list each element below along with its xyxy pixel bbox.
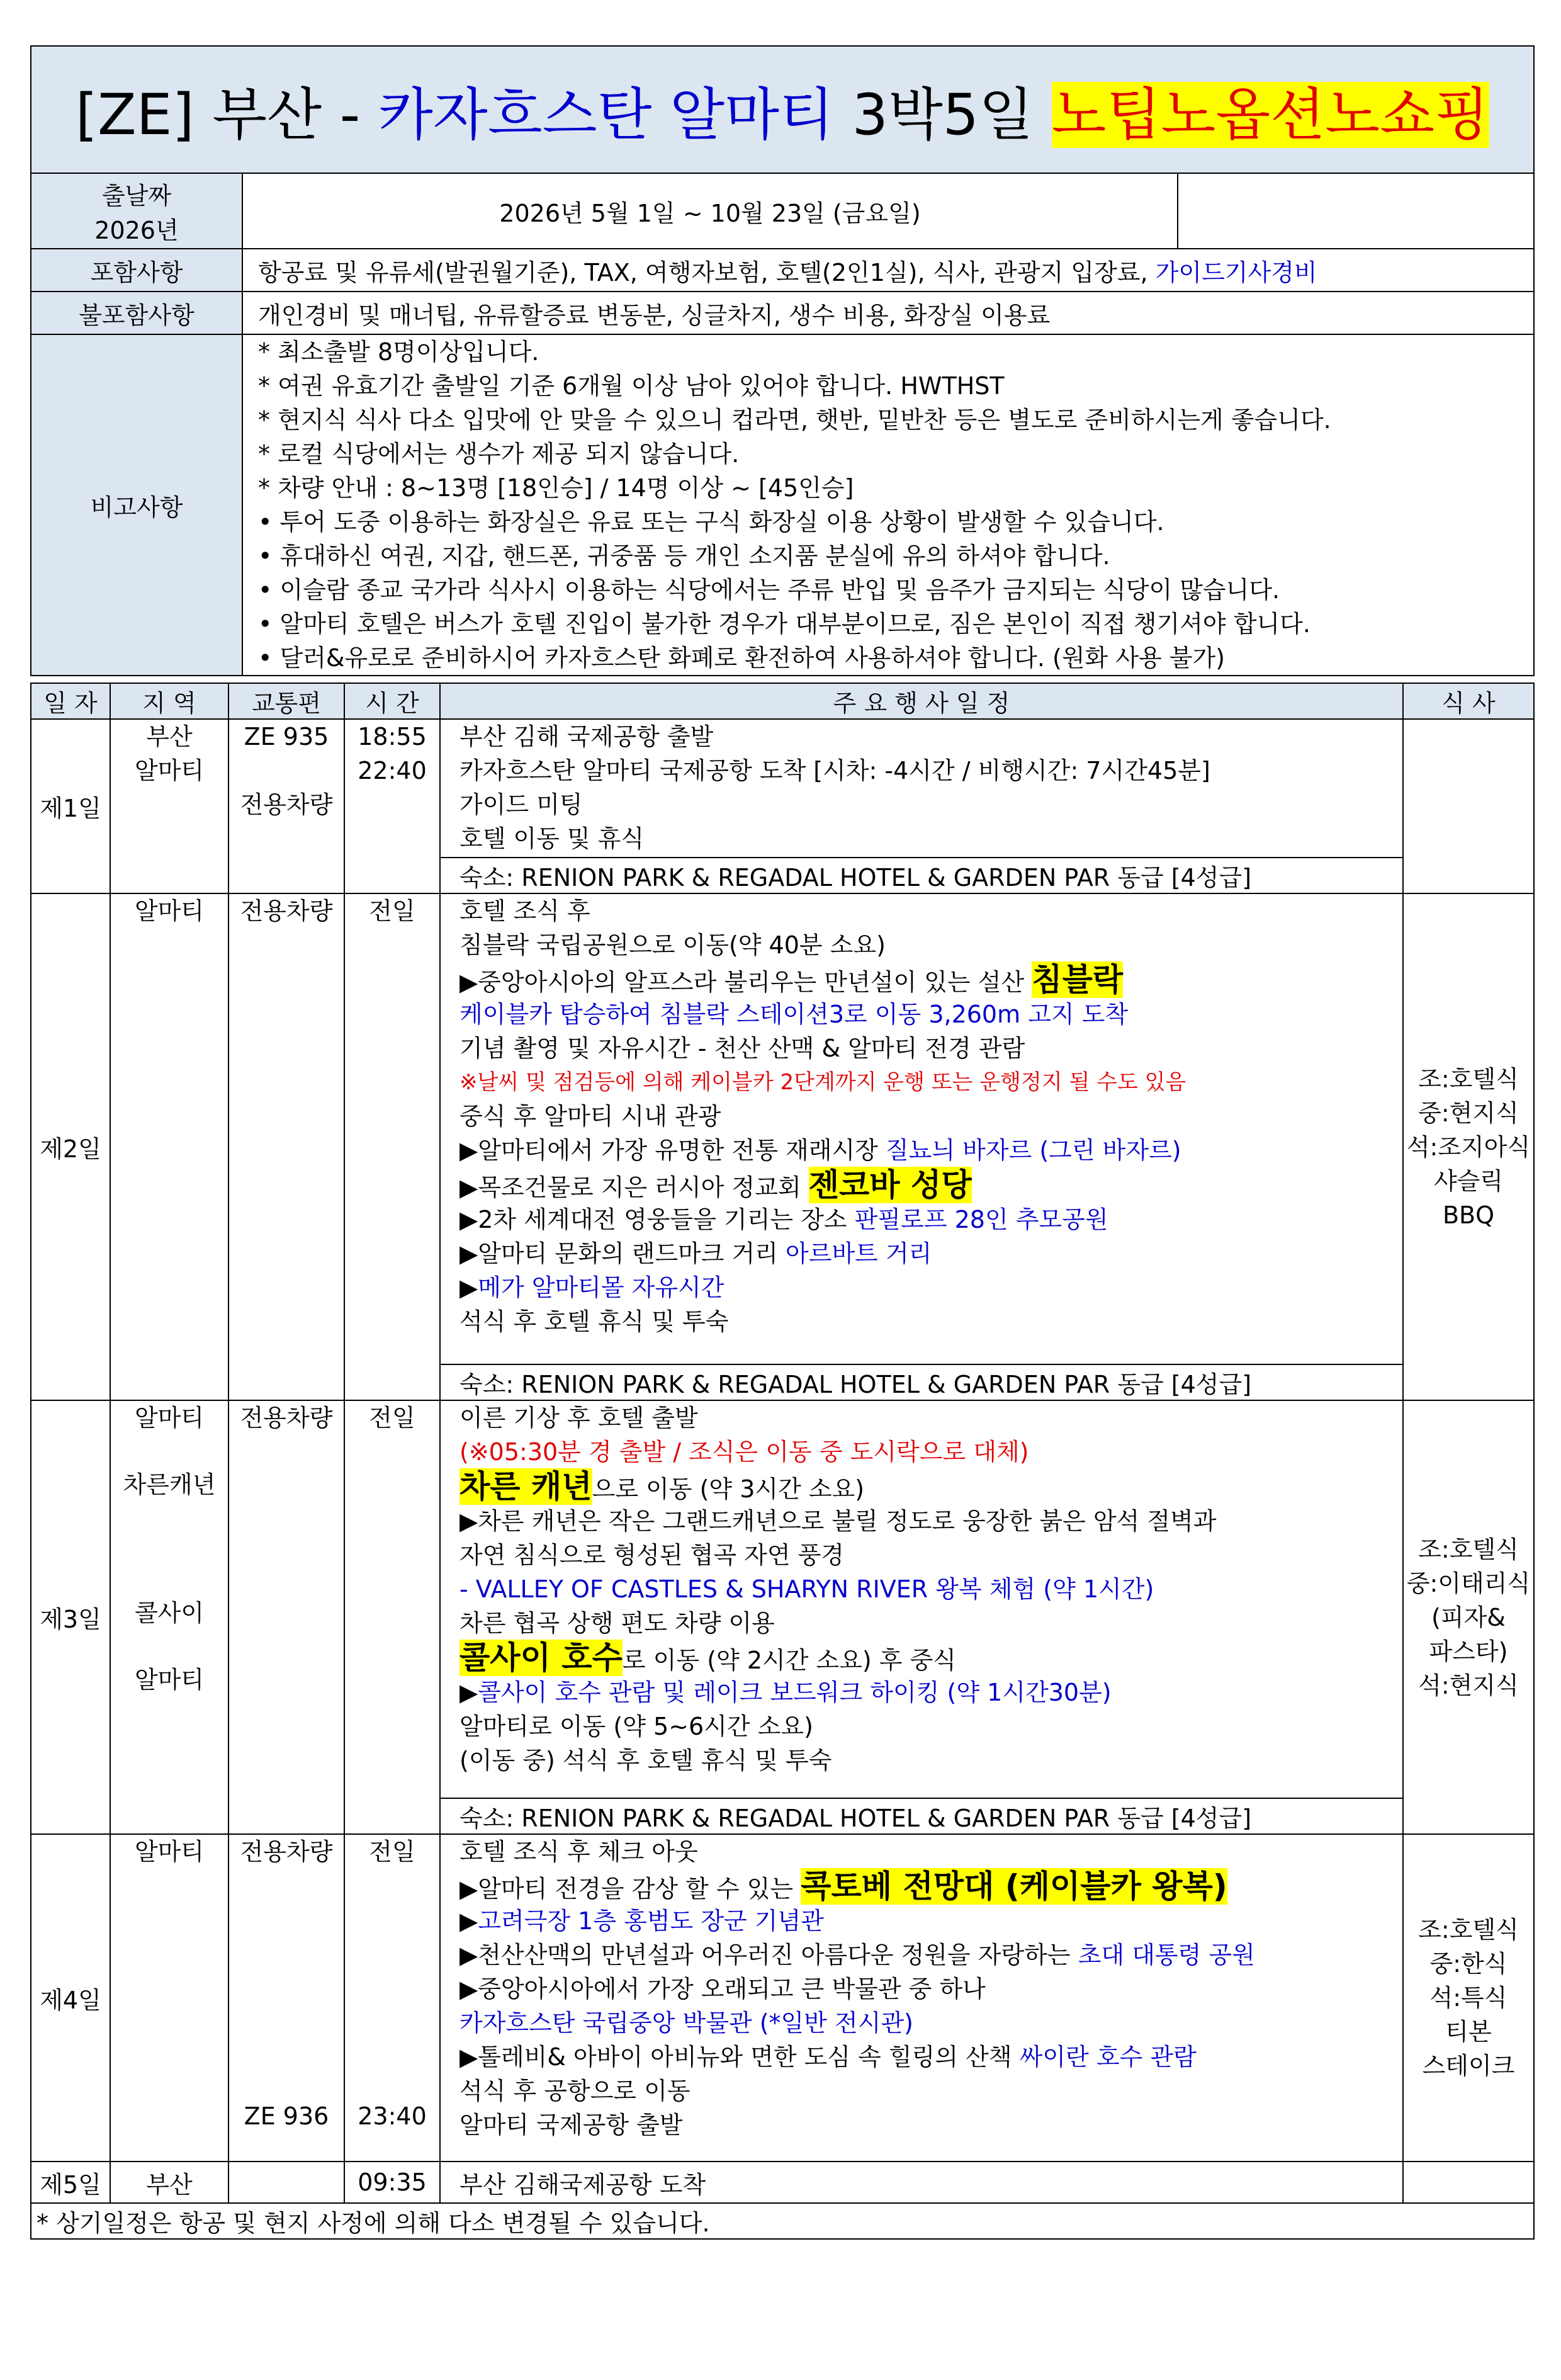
transport-vehicle: 전용차량 bbox=[240, 897, 333, 925]
meal-item: 샤슬릭 bbox=[1433, 1167, 1504, 1195]
schedule-line: 호텔 이동 및 휴식 bbox=[459, 825, 645, 853]
highlight-charyn: 차른 캐년 bbox=[459, 1468, 592, 1505]
flight-number: ZE 936 bbox=[244, 2102, 329, 2130]
day-meals bbox=[1403, 893, 1534, 1400]
meal-item: 석:특식 bbox=[1429, 1984, 1507, 2012]
schedule-line bbox=[459, 1271, 1402, 1305]
schedule-place: - VALLEY OF CASTLES & SHARYN RIVER 왕복 체험 (약 1시간) bbox=[459, 1575, 1154, 1603]
schedule-line: 알마티 국제공항 출발 bbox=[459, 2111, 683, 2139]
transport-vehicle: 전용차량 bbox=[240, 791, 333, 819]
schedule-warning: (※05:30분 경 출발 / 조식은 이동 중 도시락으로 대체) bbox=[459, 1438, 1029, 1466]
meal-item: BBQ bbox=[1442, 1201, 1495, 1229]
highlight-koktobe: 콕토베 전망대 (케이블카 왕복) bbox=[801, 1868, 1227, 1905]
day-time bbox=[344, 893, 440, 1400]
day-region bbox=[110, 1834, 228, 2162]
title-highlight: 노팁노옵션노쇼핑 bbox=[1051, 82, 1490, 148]
schedule-text: ▶알마티에서 가장 유명한 전통 재래시장 bbox=[459, 1136, 886, 1164]
schedule-text: 로 이동 (약 2시간 소요) 후 중식 bbox=[622, 1646, 957, 1674]
notes-list bbox=[242, 334, 1534, 676]
day-label: 제2일 bbox=[31, 893, 110, 1400]
schedule-place: 초대 대통령 공원 bbox=[1078, 1941, 1255, 1969]
schedule-line bbox=[459, 1469, 1402, 1504]
note-item: * 여권 유효기간 출발일 기준 6개월 이상 남아 있어야 합니다. HWTHST bbox=[258, 372, 1005, 400]
schedule-text: ▶알마티 전경을 감상 할 수 있는 bbox=[459, 1875, 801, 1903]
meal-item: 파스타) bbox=[1429, 1637, 1508, 1665]
region-busan: 부산 bbox=[146, 723, 193, 751]
time-allday: 전일 bbox=[369, 897, 415, 925]
hotel-line: 숙소: RENION PARK & REGADAL HOTEL & GARDEN PAR 동급 [4성급] bbox=[440, 858, 1403, 893]
col-time: 시 간 bbox=[344, 683, 440, 719]
time-depart: 23:40 bbox=[358, 2102, 427, 2130]
included-guide-fee: 가이드기사경비 bbox=[1155, 258, 1317, 286]
schedule-line: 호텔 조식 후 bbox=[459, 897, 590, 925]
schedule-text: ▶톨레비& 아바이 아비뉴와 면한 도심 속 힐링의 산책 bbox=[459, 2043, 1020, 2071]
schedule-line bbox=[459, 1640, 1402, 1675]
day-schedule bbox=[440, 893, 1403, 1364]
day-schedule bbox=[440, 1400, 1403, 1798]
included-label: 포함사항 bbox=[31, 249, 242, 292]
day-label: 제3일 bbox=[31, 1400, 110, 1834]
note-item: * 로컬 식당에서는 생수가 제공 되지 않습니다. bbox=[258, 440, 740, 468]
day-2-row bbox=[31, 893, 1534, 1364]
schedule-place: 아르바트 거리 bbox=[786, 1240, 932, 1267]
day-region bbox=[110, 893, 228, 1400]
schedule-line: 호텔 조식 후 체크 아웃 bbox=[459, 1838, 698, 1866]
included-text: 항공료 및 유류세(발권월기준), TAX, 여행자보험, 호텔(2인1실), 식사, 관광지 입장료, bbox=[258, 258, 1156, 286]
day-label: 제5일 bbox=[31, 2162, 110, 2203]
title-destination: 카자흐스탄 알마티 bbox=[378, 82, 834, 148]
time-allday: 전일 bbox=[369, 1838, 415, 1866]
departure-label-2: 2026년 bbox=[94, 217, 179, 244]
schedule-place: 질뇨늬 바자르 (그린 바자르) bbox=[885, 1136, 1181, 1164]
note-item: • 이슬람 종교 국가라 식사시 이용하는 식당에서는 주류 반입 및 음주가 금지되는 식당이 많습니다. bbox=[258, 576, 1280, 604]
note-item: • 휴대하신 여권, 지갑, 핸드폰, 귀중품 등 개인 소지품 분실에 유의 하셔야 합니다. bbox=[258, 542, 1110, 570]
notes-label: 비고사항 bbox=[31, 334, 242, 676]
schedule-line bbox=[459, 1675, 1402, 1709]
schedule-line: 중식 후 알마티 시내 관광 bbox=[459, 1102, 721, 1130]
region-charyn: 차른캐년 bbox=[123, 1471, 216, 1499]
schedule-line bbox=[459, 1167, 1402, 1203]
schedule-place: 카자흐스탄 국립중앙 박물관 (*일반 전시관) bbox=[459, 2009, 914, 2037]
schedule-place: 콜사이 호수 관람 및 레이크 보드워크 하이킹 (약 1시간30분) bbox=[478, 1679, 1112, 1706]
info-table bbox=[30, 45, 1535, 676]
day-3-row bbox=[31, 1400, 1534, 1798]
schedule-line: 침블락 국립공원으로 이동(약 40분 소요) bbox=[459, 931, 886, 959]
day-5-row bbox=[31, 2162, 1534, 2203]
day-label: 제4일 bbox=[31, 1834, 110, 2162]
schedule-line: 부산 김해 국제공항 출발 bbox=[459, 723, 714, 751]
schedule-text: ▶천산산맥의 만년설과 어우러진 아름다운 정원을 자랑하는 bbox=[459, 1941, 1078, 1969]
included-value bbox=[242, 249, 1534, 292]
schedule-text: ▶ bbox=[459, 1274, 478, 1301]
schedule-text: ▶2차 세계대전 영웅들을 기리는 장소 bbox=[459, 1206, 855, 1233]
col-meals: 식 사 bbox=[1403, 683, 1534, 719]
schedule-line: 석식 후 공항으로 이동 bbox=[459, 2077, 690, 2105]
schedule-line bbox=[459, 1133, 1402, 1167]
title-row bbox=[31, 46, 1534, 173]
schedule-line: ▶차른 캐년은 작은 그랜드캐년으로 불릴 정도로 웅장한 붉은 암석 절벽과 bbox=[459, 1507, 1217, 1535]
region-almaty: 알마티 bbox=[134, 757, 205, 785]
day-meals bbox=[1403, 1834, 1534, 2162]
day-label: 제1일 bbox=[31, 719, 110, 893]
day-time bbox=[344, 1834, 440, 2162]
day-time bbox=[344, 1400, 440, 1834]
schedule-line: 알마티로 이동 (약 5~6시간 소요) bbox=[459, 1713, 813, 1740]
day-region: 부산 bbox=[110, 2162, 228, 2203]
region-almaty: 알마티 bbox=[134, 1666, 205, 1694]
highlight-kolsai: 콜사이 호수 bbox=[459, 1640, 623, 1676]
meal-item: 조:호텔식 bbox=[1418, 1535, 1519, 1563]
footer-row bbox=[31, 2203, 1534, 2239]
page-title bbox=[31, 46, 1534, 173]
day-1-row bbox=[31, 719, 1534, 858]
region-almaty: 알마티 bbox=[134, 897, 205, 925]
schedule-warning: ※날씨 및 점검등에 의해 케이블카 2단계까지 운행 또는 운행정지 될 수도 있음 bbox=[459, 1070, 1186, 1095]
day-schedule bbox=[440, 719, 1403, 858]
meal-item: 중:한식 bbox=[1429, 1950, 1507, 1978]
meal-item: 중:이태리식 bbox=[1406, 1569, 1531, 1597]
day-region bbox=[110, 1400, 228, 1834]
meal-item: 석:현지식 bbox=[1418, 1671, 1519, 1699]
title-duration: 3박5일 bbox=[833, 82, 1052, 148]
excluded-value: 개인경비 및 매너팁, 유류할증료 변동분, 싱글차지, 생수 비용, 화장실 이용료 bbox=[242, 292, 1534, 334]
excluded-label: 불포함사항 bbox=[31, 292, 242, 334]
schedule-place: 싸이란 호수 관람 bbox=[1019, 2043, 1197, 2071]
title-prefix: [ZE] 부산 - bbox=[75, 82, 378, 148]
day-4-row bbox=[31, 1834, 1534, 2162]
schedule-line bbox=[459, 2040, 1402, 2074]
departure-row bbox=[31, 173, 1534, 249]
schedule-line bbox=[459, 1237, 1402, 1271]
schedule-line bbox=[459, 1869, 1402, 1904]
schedule-text: 으로 이동 (약 3시간 소요) bbox=[592, 1475, 865, 1503]
included-row bbox=[31, 249, 1534, 292]
day-transport bbox=[228, 1834, 344, 2162]
schedule-line: 자연 침식으로 형성된 협곡 자연 풍경 bbox=[459, 1541, 845, 1569]
hotel-line: 숙소: RENION PARK & REGADAL HOTEL & GARDEN PAR 동급 [4성급] bbox=[440, 1364, 1403, 1400]
time-arrive: 22:40 bbox=[358, 757, 427, 785]
departure-value: 2026년 5월 1일 ~ 10월 23일 (금요일) bbox=[242, 173, 1178, 249]
schedule-line: 차른 협곡 상행 편도 차량 이용 bbox=[459, 1609, 775, 1637]
schedule-text: ▶중앙아시아의 알프스라 불리우는 만년설이 있는 설산 bbox=[459, 968, 1032, 996]
schedule-text: ▶ bbox=[459, 1679, 478, 1706]
day-schedule bbox=[440, 1834, 1403, 2162]
transport-spacer bbox=[229, 754, 344, 788]
day-time bbox=[344, 719, 440, 893]
col-transport: 교통편 bbox=[228, 683, 344, 719]
schedule-line: (이동 중) 석식 후 호텔 휴식 및 투숙 bbox=[459, 1747, 832, 1774]
day-transport bbox=[228, 719, 344, 893]
schedule-text: ▶알마티 문화의 랜드마크 거리 bbox=[459, 1240, 786, 1267]
schedule-line: 기념 촬영 및 자유시간 - 천산 산맥 & 알마티 전경 관람 bbox=[459, 1034, 1025, 1062]
region-almaty: 알마티 bbox=[134, 1838, 205, 1866]
note-item: * 현지식 식사 다소 입맛에 안 맞을 수 있으니 컵라면, 햇반, 밑반찬 등은 별도로 준비하시는게 좋습니다. bbox=[258, 406, 1331, 434]
itinerary-table bbox=[30, 683, 1535, 2240]
region-almaty: 알마티 bbox=[134, 1404, 205, 1432]
schedule-line bbox=[459, 1938, 1402, 1972]
schedule-place: 메가 알마티몰 자유시간 bbox=[478, 1274, 724, 1301]
day-schedule: 부산 김해국제공항 도착 bbox=[440, 2162, 1403, 2203]
highlight-chimbulak: 침블락 bbox=[1032, 961, 1124, 998]
flight-number: ZE 935 bbox=[244, 723, 329, 751]
excluded-row bbox=[31, 292, 1534, 334]
schedule-line bbox=[459, 1203, 1402, 1237]
col-day: 일 자 bbox=[31, 683, 110, 719]
highlight-zenkov: 젠코바 성당 bbox=[808, 1167, 972, 1203]
meal-item: 스테이크 bbox=[1422, 2052, 1515, 2080]
schedule-line: ▶중앙아시아에서 가장 오래되고 큰 박물관 중 하나 bbox=[459, 1975, 986, 2003]
schedule-line: 케이블카 탑승하여 침블락 스테이션3로 이동 3,260m 고지 도착 bbox=[459, 1000, 1129, 1028]
meal-item: 조:호텔식 bbox=[1418, 1065, 1519, 1093]
schedule-place: 고려극장 1층 홍범도 장군 기념관 bbox=[478, 1907, 824, 1935]
day-transport bbox=[228, 2162, 344, 2203]
schedule-place: 판필로프 28인 추모공원 bbox=[854, 1206, 1108, 1233]
note-item: • 투어 도중 이용하는 화장실은 유료 또는 구식 화장실 이용 상황이 발생할 수 있습니다. bbox=[258, 508, 1164, 536]
note-item: * 최소출발 8명이상입니다. bbox=[258, 338, 539, 366]
meal-item: 조:호텔식 bbox=[1418, 1916, 1519, 1944]
transport-vehicle: 전용차량 bbox=[240, 1838, 333, 1866]
time-depart: 18:55 bbox=[358, 723, 427, 751]
region-kolsai: 콜사이 bbox=[134, 1599, 205, 1627]
time-allday: 전일 bbox=[369, 1404, 415, 1432]
schedule-line bbox=[459, 962, 1402, 997]
schedule-line bbox=[459, 1904, 1402, 1938]
footer-note: * 상기일정은 항공 및 현지 사정에 의해 다소 변경될 수 있습니다. bbox=[31, 2203, 1534, 2239]
schedule-text: ▶ bbox=[459, 1907, 478, 1935]
day-transport bbox=[228, 893, 344, 1400]
note-item: • 달러&유로로 준비하시어 카자흐스탄 화폐로 환전하여 사용하셔야 합니다. (원화 사용 불가) bbox=[258, 644, 1226, 672]
schedule-line: 석식 후 호텔 휴식 및 투숙 bbox=[459, 1308, 729, 1335]
departure-label bbox=[31, 173, 242, 249]
col-region: 지 역 bbox=[110, 683, 228, 719]
meal-item: 중:현지식 bbox=[1418, 1099, 1519, 1127]
itinerary-header bbox=[31, 683, 1534, 719]
schedule-line: 이른 기상 후 호텔 출발 bbox=[459, 1404, 698, 1432]
day-transport bbox=[228, 1400, 344, 1834]
departure-label-1: 출날짜 bbox=[101, 182, 172, 210]
meal-item: 석:조지아식 bbox=[1406, 1133, 1531, 1161]
transport-vehicle: 전용차량 bbox=[240, 1404, 333, 1432]
schedule-text: ▶목조건물로 지은 러시아 정교회 bbox=[459, 1174, 809, 1201]
note-item: • 알마티 호텔은 버스가 호텔 진입이 불가한 경우가 대부분이므로, 짐은 본인이 직접 챙기셔야 합니다. bbox=[258, 610, 1310, 638]
meal-item: (피자& bbox=[1431, 1603, 1506, 1631]
hotel-line: 숙소: RENION PARK & REGADAL HOTEL & GARDEN PAR 동급 [4성급] bbox=[440, 1798, 1403, 1834]
schedule-line: 가이드 미팅 bbox=[459, 791, 583, 819]
note-item: * 차량 안내 : 8~13명 [18인승] / 14명 이상 ~ [45인승] bbox=[258, 474, 854, 502]
day-meals bbox=[1403, 719, 1534, 893]
day-region bbox=[110, 719, 228, 893]
meal-item: 티본 bbox=[1445, 2018, 1492, 2046]
departure-empty bbox=[1178, 173, 1534, 249]
notes-row bbox=[31, 334, 1534, 676]
col-schedule: 주 요 행 사 일 정 bbox=[440, 683, 1403, 719]
day-meals bbox=[1403, 2162, 1534, 2203]
schedule-line: 카자흐스탄 알마티 국제공항 도착 [시차: -4시간 / 비행시간: 7시간45분] bbox=[459, 757, 1210, 785]
day-time: 09:35 bbox=[344, 2162, 440, 2203]
day-meals bbox=[1403, 1400, 1534, 1834]
